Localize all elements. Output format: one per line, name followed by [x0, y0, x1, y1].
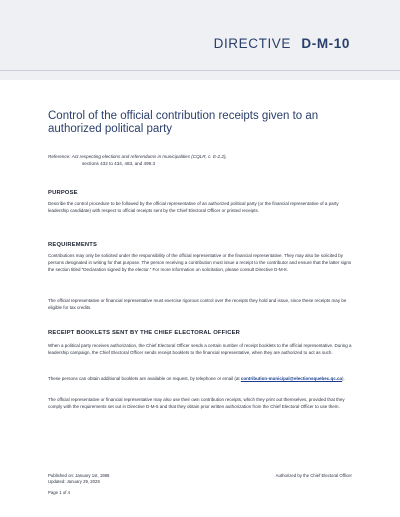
requirements-body-1: Contributions may only be solicited under the responsibility of the official representative or the financial representative. They may also be solicited by persons designated in writing for that purpose. The person receiving a contribution must issue a receipt to the contributor and ensure that the latter signs the section titled “Declaration signed by the elector.” For more information on solicitation, please consult Directive D-M-8.	[48, 253, 352, 273]
page-number: Page 1 of 4	[48, 490, 70, 495]
booklets-body-3: The official representative or financial representative may also use their own contribution receipts, which they print out themselves, provided that they comply with the requirements set out in Directive D-M-5 and that they obtain prior written authorization from the Chief Electoral Officer to use them.	[48, 397, 345, 410]
directive-word: DIRECTIVE	[213, 36, 292, 51]
booklets-body-2-prefix: These persons can obtain additional booklets are available on request, by telephone or email (at	[48, 376, 241, 381]
booklets-heading: RECEIPT BOOKLETS SENT BY THE CHIEF ELECTORAL OFFICER	[48, 330, 241, 336]
reference-sections: sections 432 to 434, 483, and 499.3	[82, 161, 156, 166]
requirements-body-2: The official representative or financial representative must exercise rigorous control over the receipts they hold and issue, since these receipts may be eligible for tax credits.	[48, 298, 347, 311]
purpose-body: Describe the control procedure to be followed by the official representative of an authorized political party (or the financial representative of a party leadership candidate) with respect to official receipts sent by the Chief Electoral Officer or printed receipts.	[48, 201, 339, 214]
booklets-body-2-suffix: ).	[342, 376, 345, 381]
reference-text: Act respecting elections and referendums in municipalities (CQLR, c. E-2.2),	[71, 154, 227, 159]
directive-code: D-M-10	[301, 36, 350, 51]
booklets-body-2	[48, 375, 354, 382]
email-link[interactable]: contribution-municipal@electionsquebec.qc.ca	[240, 376, 343, 381]
footer-dates	[48, 473, 109, 484]
reference-block	[48, 153, 353, 167]
header-divider	[0, 70, 400, 71]
booklets-body-1: When a political party receives authorization, the Chief Electoral Officer sends a certain number of receipt booklets to the official representative. During a leadership campaign, the Chief Electoral Officer sends receipt booklets to the financial representative, when they are authorized to act as such.	[48, 343, 352, 356]
document-title: Control of the official contribution receipts given to an authorized political party	[48, 110, 319, 135]
directive-heading	[214, 36, 350, 51]
requirements-heading: REQUIREMENTS	[48, 242, 98, 248]
published-date: Published on: January 1st, 1988	[48, 473, 110, 478]
authorized-by: Authorized by the Chief Electoral Officer	[275, 473, 352, 478]
purpose-heading: PURPOSE	[48, 190, 78, 196]
updated-date: Updated: January 29, 2025	[48, 478, 100, 484]
reference-label: Reference:	[48, 154, 71, 159]
